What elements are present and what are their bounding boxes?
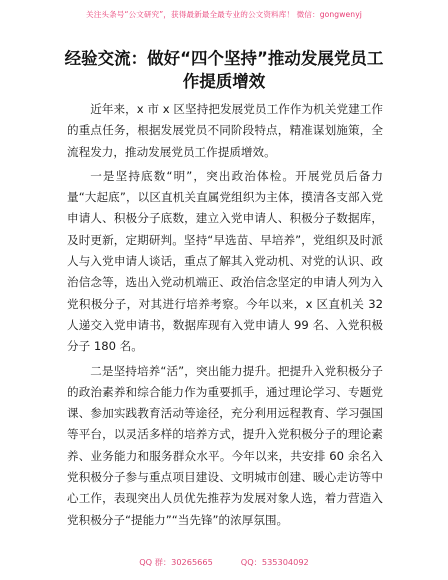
- paragraph-point-one: 一是坚持底数“明”，突出政治体检。开展党员后备力量“大起底”，以区直机关直属党组织为主体，摸清各支部入党申请人、积极分子底数，建立入党申请人、积极分子数据库，及时更新，定期研判。坚持“早选苗、早培养”，党组织及时派人与入党申请人谈话，重点了解其入党动机、对党的认识、政治信念等，选出入党动机端正、政治信念坚定的申请人列为入党积极分子，对其进行培养考察。今年以来，x 区直机关 32 人递交入党申请书，数据库现有入党申请人 99 名、入党积极分子 180 名。: [67, 168, 383, 354]
- top-promo-banner: 关注头条号“公文研究”，获得最新最全最专业的公文资料库！ 微信：gongwenyj: [86, 10, 362, 19]
- qq-group-label: QQ 群：: [139, 557, 172, 567]
- qq-group-number: 30265665: [171, 557, 213, 567]
- qq-number: 535304092: [261, 557, 309, 567]
- document-body: [67, 99, 383, 534]
- footer-contact: [0, 557, 448, 568]
- paragraph-intro: 近年来，x 市 x 区坚持把发展党员工作作为机关党建工作的重点任务，根据发展党员不同阶段特点，精准谋划施策，全流程发力，推动发展党员工作提质增效。: [67, 102, 383, 159]
- document-title: 经验交流：做好“四个坚持”推动发展党员工作提质增效: [64, 49, 384, 91]
- qq-label: QQ：: [240, 557, 262, 567]
- paragraph-point-two: 二是坚持培养“活”，突出能力提升。把提升入党积极分子的政治素养和综合能力作为重要抓手，通过理论学习、专题党课、参加实践教育活动等途径，充分利用远程教育、学习强国等平台，以灵活多样的培养方式，提升入党积极分子的理论素养、业务能力和服务群众水平。今年以来，共安排 60 余名入党积极分子参与重点项目建设、文明城市创建、暖心走访等中心工作，表现突出人员优先推荐为发展对象人选，着力营造入党积极分子“提能力”“当先锋”的浓厚氛围。: [67, 363, 383, 527]
